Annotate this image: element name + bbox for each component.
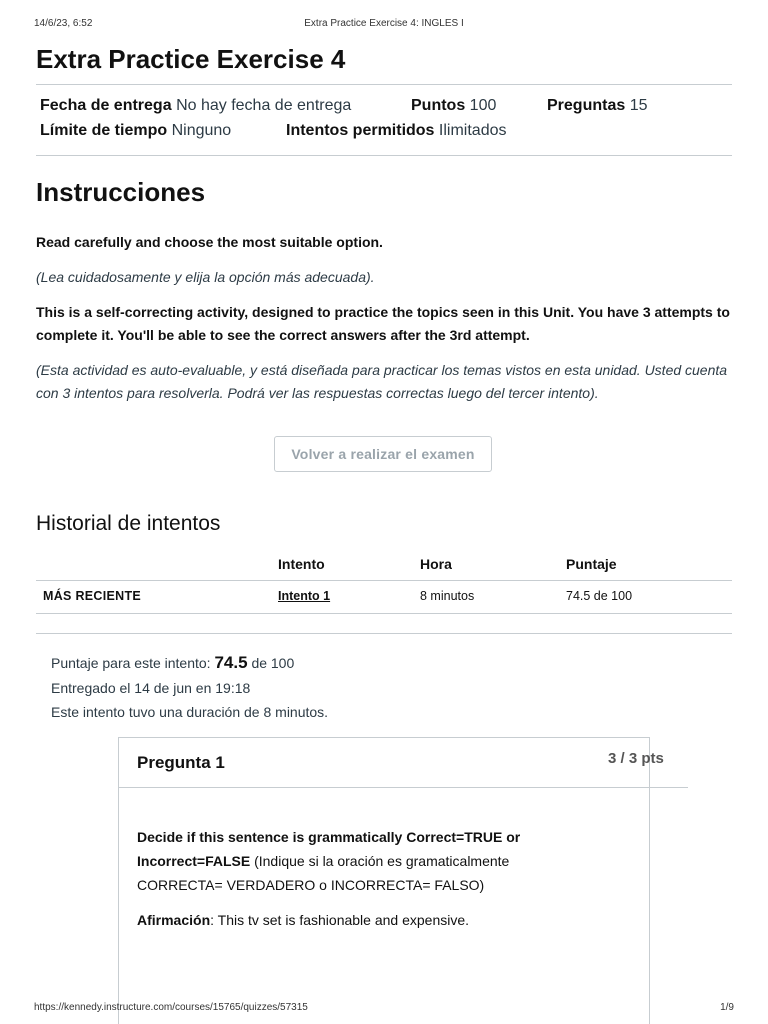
questions-label: Preguntas [547,97,626,114]
print-page-title: Extra Practice Exercise 4: INGLES I [304,18,464,29]
due-date-info [40,97,351,115]
attempt-score-summary [51,653,294,673]
divider [36,633,732,634]
time-limit-value: Ninguno [171,122,232,139]
instruction-es-1: (Lea cuidadosamente y elija la opción más adecuada). [36,269,375,285]
question-points: 3 / 3 pts [608,750,664,767]
print-page-number: 1/9 [720,1002,734,1013]
instructions-heading: Instrucciones [36,177,206,207]
question-prompt-bold: Decide if this sentence is grammatically Correct=TRUE or Incorrect=FALSE [137,829,521,869]
question-prompt-translation: (Indique si la oración es gramaticalmente CORRECTA= VERDADERO o INCORRECTA= FALSO) [137,853,510,893]
questions-info [547,97,648,115]
question-prompt [137,825,567,897]
points-value: 100 [469,97,497,114]
duration-text: Este intento tuvo una duración de 8 minutos. [51,704,329,720]
statement-label: Afirmación [137,912,211,928]
attempts-info [286,122,506,140]
column-header-score: Puntaje [566,556,617,572]
divider [36,84,732,85]
attempts-value: Ilimitados [438,122,507,139]
column-header-time: Hora [420,556,452,572]
points-info [411,97,496,115]
table-header-divider [36,580,732,581]
divider [36,155,732,156]
instruction-en-2: This is a self-correcting activity, designed to practice the topics seen in this Unit. You have 3 attempts to complete it. You'll be able to see the correct answers after the 3rd attempt. [36,304,730,343]
statement-text: : This tv set is fashionable and expensive. [210,912,470,928]
question-header-divider [118,787,688,788]
instruction-es-2: (Esta actividad es auto-evaluable, y está diseñada para practicar los temas vistos en esta unidad. Usted cuenta con 3 intentos para resolverla. Podrá ver las respuestas correctas luego del tercer intento). [36,362,728,401]
attempt-history-table [36,556,732,614]
time-limit-label: Límite de tiempo [40,122,168,139]
retake-quiz-button[interactable]: Volver a realizar el examen [274,436,492,472]
due-label: Fecha de entrega [40,97,172,114]
time-limit-info [40,122,231,140]
points-label: Puntos [411,97,466,114]
submitted-text: Entregado el 14 de jun en 19:18 [51,680,251,696]
attempt-history-heading: Historial de intentos [36,512,221,535]
attempt-link[interactable]: Intento 1 [278,589,331,603]
print-datetime: 14/6/23, 6:52 [34,18,93,29]
attempts-label: Intentos permitidos [286,122,435,139]
quiz-title: Extra Practice Exercise 4 [36,44,346,74]
most-recent-label: MÁS RECIENTE [43,589,142,603]
print-url: https://kennedy.instructure.com/courses/15765/quizzes/57315 [34,1002,308,1013]
score-suffix: de 100 [251,655,295,671]
due-value: No hay fecha de entrega [176,97,352,114]
question-statement [137,908,567,932]
score-prefix: Puntaje para este intento: [51,655,211,671]
attempt-score: 74.5 de 100 [566,589,633,603]
instruction-en-1: Read carefully and choose the most suitable option. [36,234,383,250]
column-header-attempt: Intento [278,556,325,572]
questions-value: 15 [629,97,648,114]
question-title: Pregunta 1 [137,753,225,772]
attempt-time: 8 minutos [420,589,475,603]
table-row-divider [36,613,732,614]
score-value: 74.5 [214,653,248,672]
